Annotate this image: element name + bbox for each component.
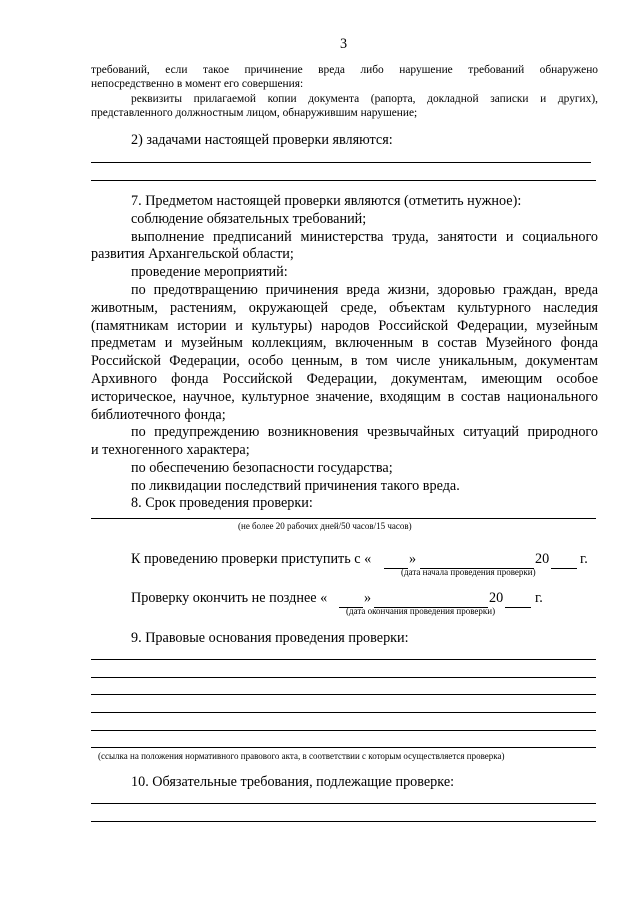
end-year-prefix: 20: [489, 590, 504, 606]
end-label: Проверку окончить не позднее «: [131, 590, 328, 606]
fill-line[interactable]: [91, 821, 596, 822]
end-date-note: (дата окончания проведения проверки): [346, 606, 496, 616]
end-year-suffix: г.: [535, 590, 543, 606]
end-quote-close: »: [364, 590, 372, 606]
option-prevention-cont: историческое, научное, культурное значение, входящим в состав национального: [91, 389, 598, 405]
end-year-field[interactable]: [505, 607, 531, 608]
start-label: К проведению проверки приступить с «: [131, 551, 372, 567]
fill-line[interactable]: [91, 677, 596, 678]
fill-line[interactable]: [91, 803, 596, 804]
option-prevention-cont: (памятникам истории и культуры) народов Российской Федерации, музейным: [91, 318, 598, 334]
section-10-title: 10. Обязательные требования, подлежащие проверке:: [131, 774, 455, 790]
start-year-field[interactable]: [551, 568, 577, 569]
option-measures: проведение мероприятий:: [131, 264, 288, 280]
option-prevention-cont: животным, растениям, окружающей среде, объектам культурного наследия: [91, 300, 598, 316]
fill-line[interactable]: [91, 694, 596, 695]
start-date-note: (дата начала проведения проверки): [401, 567, 536, 577]
option-prevention: по предотвращению причинения вреда жизни, здоровью граждан, вреда: [131, 282, 598, 298]
section-9-title: 9. Правовые основания проведения проверки:: [131, 630, 409, 646]
paragraph-line: реквизиты прилагаемой копии документа (рапорта, докладной записки и других),: [131, 93, 598, 105]
option-security: по обеспечению безопасности государства;: [131, 460, 393, 476]
start-year-suffix: г.: [580, 551, 588, 567]
option-emergency: по предупреждению возникновения чрезвычайных ситуаций природного: [131, 424, 598, 440]
fill-line: [91, 180, 596, 181]
start-quote-close: »: [409, 551, 417, 567]
option-prescriptions: выполнение предписаний министерства труда, занятости и социального: [131, 229, 598, 245]
option-prevention-cont: Архивного фонда Российской Федерации, документам, имеющим особое: [91, 371, 598, 387]
option-prevention-cont: библиотечного фонда;: [91, 407, 226, 423]
paragraph-line: непосредственно в момент его совершения:: [91, 78, 304, 90]
option-prescriptions-cont: развития Архангельской области;: [91, 246, 294, 262]
fill-line[interactable]: [91, 747, 596, 748]
paragraph-line: представленного должностным лицом, обнаружившим нарушение;: [91, 107, 418, 119]
paragraph-line: требований, если такое причинение вреда либо нарушение требований обнаружено: [91, 64, 598, 76]
fill-line[interactable]: [91, 659, 596, 660]
option-emergency-cont: и техногенного характера;: [91, 442, 250, 458]
option-compliance: соблюдение обязательных требований;: [131, 211, 367, 227]
fill-line: [91, 518, 596, 519]
section-7-title: 7. Предметом настоящей проверки являются (отметить нужное):: [131, 193, 522, 209]
fill-line: [91, 162, 591, 163]
option-prevention-cont: предметам и музейным коллекциям, включенным в состав Музейного фонда: [91, 335, 598, 351]
start-year-prefix: 20: [535, 551, 550, 567]
duration-note: (не более 20 рабочих дней/50 часов/15 часов): [238, 521, 412, 531]
legal-basis-note: (ссылка на положения нормативного правового акта, в соответствии с которым осуществляется проверка): [98, 751, 505, 761]
fill-line[interactable]: [91, 730, 596, 731]
page-number: 3: [340, 36, 348, 52]
option-liquidation: по ликвидации последствий причинения такого вреда.: [131, 478, 460, 494]
option-prevention-cont: Российской Федерации, особо ценным, в том числе уникальным, документам: [91, 353, 598, 369]
section-8-title: 8. Срок проведения проверки:: [131, 495, 313, 511]
tasks-heading: 2) задачами настоящей проверки являются:: [131, 132, 393, 148]
fill-line[interactable]: [91, 712, 596, 713]
